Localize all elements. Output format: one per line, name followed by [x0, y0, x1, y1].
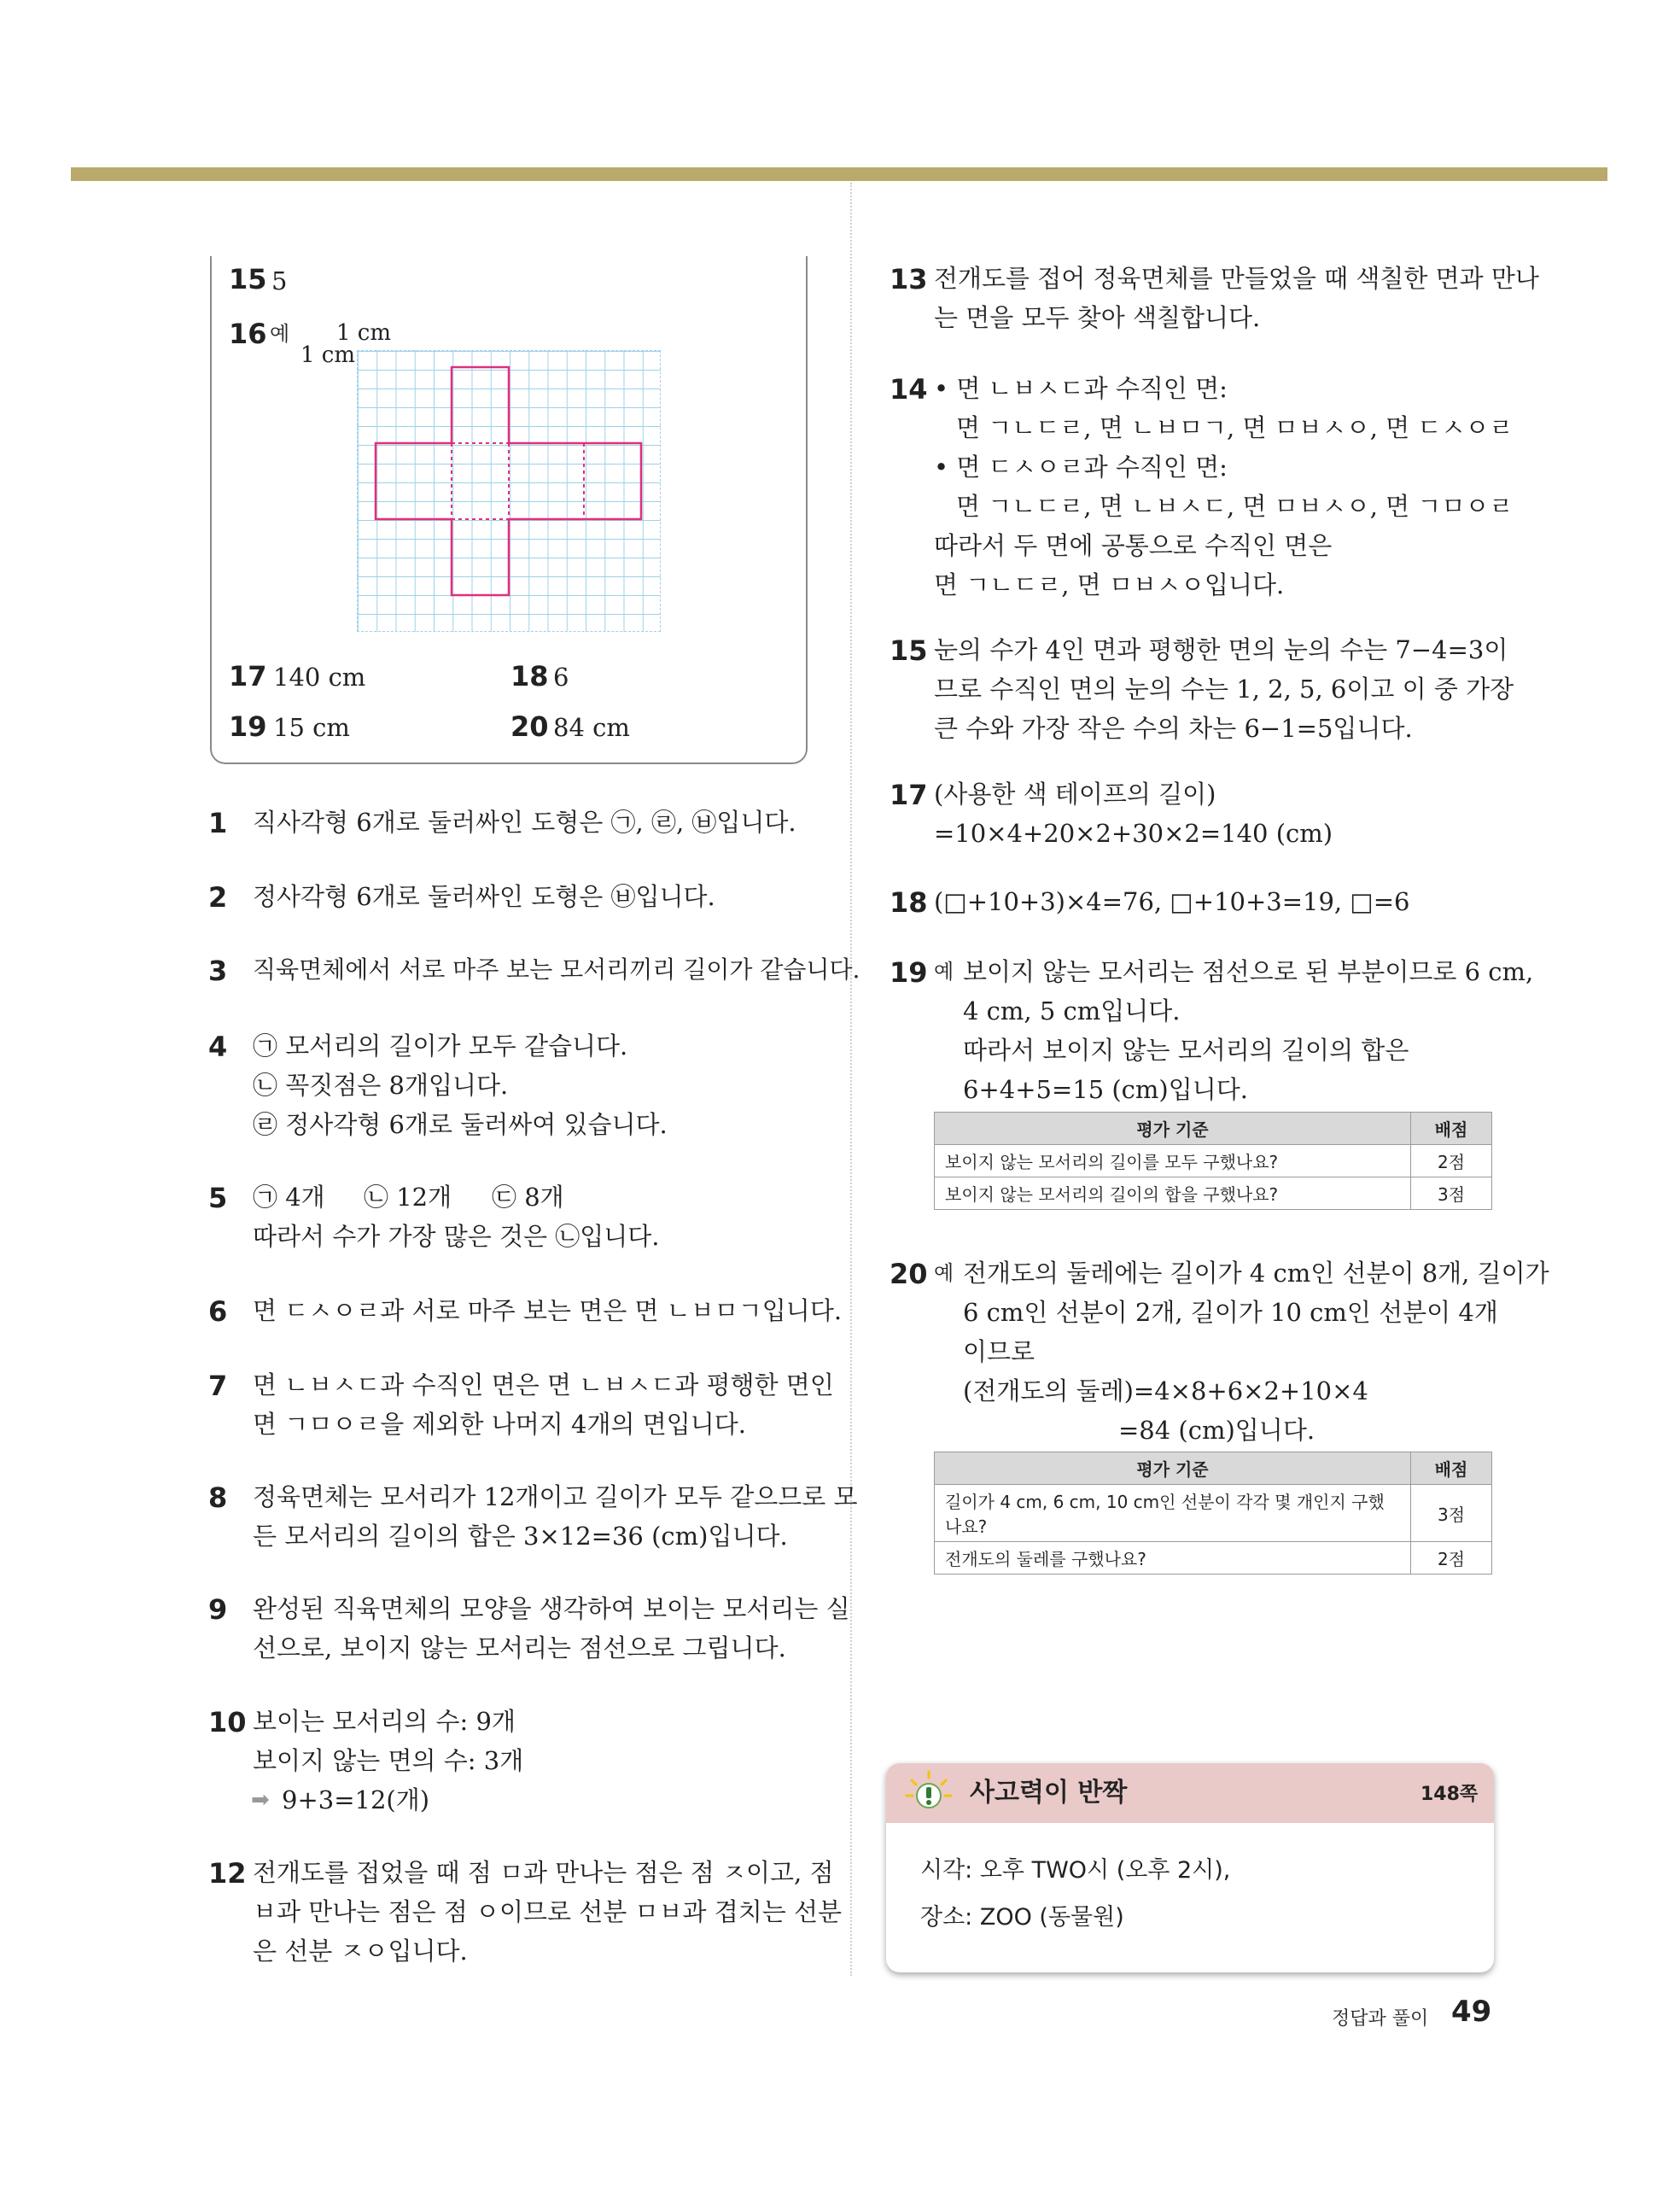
- table-cell-text: 나요?: [945, 1516, 988, 1537]
- item-14-line6: 면 ㄱㄴㄷㄹ, 면 ㅁㅂㅅㅇ입니다.: [934, 570, 1285, 599]
- item-3-number: 3: [208, 955, 228, 987]
- item-14-number: 14: [890, 373, 928, 406]
- net-outline: [376, 367, 641, 595]
- answer-20-number: 20: [510, 710, 549, 743]
- item-6-text: 면 ㄷㅅㅇㄹ과 서로 마주 보는 면은 면 ㄴㅂㅁㄱ입니다.: [253, 1296, 843, 1325]
- item-13-line1: 전개도를 접어 정육면체를 만들었을 때 색칠한 면과 만나: [934, 264, 1539, 293]
- table-cell: 2점: [1411, 1542, 1492, 1575]
- item-9-number: 9: [208, 1593, 228, 1626]
- item-18-number: 18: [890, 886, 928, 919]
- item-7-line2: 면 ㄱㅁㅇㄹ을 제외한 나머지 4개의 면입니다.: [253, 1410, 747, 1439]
- thinking-box: [886, 1763, 1494, 1972]
- table-cell: 보이지 않는 모서리의 길이를 모두 구했나요?: [935, 1145, 1411, 1177]
- table-cell: 3점: [1411, 1177, 1492, 1210]
- item-2-number: 2: [208, 881, 228, 914]
- answer-20-value: 84 cm: [553, 713, 630, 742]
- item-4-line3: ㉣ 정사각형 6개로 둘러싸여 있습니다.: [253, 1110, 668, 1139]
- item-19-line3: 따라서 보이지 않는 모서리의 길이의 합은: [963, 1036, 1409, 1065]
- item-13-number: 13: [890, 263, 928, 295]
- item-4-line1: ㉠ 모서리의 길이가 모두 같습니다.: [253, 1031, 628, 1060]
- item-14-line1: • 면 ㄴㅂㅅㄷ과 수직인 면:: [934, 374, 1228, 403]
- table-header-criteria: 평가 기준: [935, 1113, 1411, 1145]
- answer-17-number: 17: [229, 660, 267, 692]
- item-20-line1: 전개도의 둘레에는 길이가 4 cm인 선분이 8개, 길이가: [963, 1259, 1549, 1288]
- item-10-line2: 보이지 않는 면의 수: 3개: [253, 1746, 524, 1775]
- table-header-score: 배점: [1411, 1113, 1492, 1145]
- table-header-score: 배점: [1411, 1452, 1492, 1485]
- item-15-number: 15: [890, 634, 928, 667]
- item-12-line3: 은 선분 ㅈㅇ입니다.: [253, 1937, 468, 1966]
- answer-15-value: 5: [271, 266, 288, 295]
- answer-18-value: 6: [553, 663, 569, 692]
- item-1-text: 직사각형 6개로 둘러싸인 도형은 ㉠, ㉣, ㉥입니다.: [253, 808, 796, 837]
- grid-label-vertical: 1 cm: [300, 342, 356, 368]
- answer-18-number: 18: [510, 660, 549, 692]
- lightbulb-icon: [905, 1770, 953, 1818]
- item-17-line1: (사용한 색 테이프의 길이): [934, 780, 1216, 809]
- table-header-criteria: 평가 기준: [935, 1452, 1411, 1485]
- top-accent-bar: [71, 167, 1607, 181]
- answer-19-number: 19: [229, 710, 267, 743]
- item-12-line1: 전개도를 접었을 때 점 ㅁ과 만나는 점은 점 ㅈ이고, 점: [253, 1858, 834, 1887]
- item-10-line3: 9+3=12(개): [282, 1785, 430, 1814]
- thinking-box-page-ref: 148쪽: [1420, 1784, 1479, 1805]
- item-5-count-b: ㉡ 12개: [364, 1183, 452, 1212]
- item-8-number: 8: [208, 1481, 228, 1514]
- item-15-line2: 므로 수직인 면의 눈의 수는 1, 2, 5, 6이고 이 중 가장: [934, 675, 1514, 704]
- item-5-count-c: ㉢ 8개: [492, 1183, 564, 1212]
- grid-label-horizontal: 1 cm: [336, 320, 392, 346]
- footer-label: 정답과 풀이: [1332, 2008, 1429, 2030]
- table-cell: 보이지 않는 모서리의 길이의 합을 구했나요?: [935, 1177, 1411, 1210]
- item-20-number: 20: [890, 1258, 928, 1290]
- grading-table-20: [934, 1452, 1492, 1575]
- cube-net-drawing: [357, 350, 661, 632]
- item-15-line1: 눈의 수가 4인 면과 평행한 면의 눈의 수는 7−4=3이: [934, 635, 1508, 664]
- item-17-number: 17: [890, 779, 928, 811]
- thinking-box-line1: 시각: 오후 TWO시 (오후 2시),: [920, 1857, 1231, 1884]
- item-2-text: 정사각형 6개로 둘러싸인 도형은 ㉥입니다.: [253, 882, 715, 911]
- item-20-line4: (전개도의 둘레)=4×8+6×2+10×4: [963, 1376, 1368, 1405]
- item-19-line4: 6+4+5=15 (cm)입니다.: [963, 1075, 1248, 1104]
- item-18-line1: (□+10+3)×4=76, □+10+3=19, □=6: [934, 887, 1410, 916]
- item-13-line2: 는 면을 모두 찾아 색칠합니다.: [934, 303, 1261, 332]
- table-cell: 2점: [1411, 1145, 1492, 1177]
- item-10-number: 10: [208, 1706, 247, 1738]
- item-10-line1: 보이는 모서리의 수: 9개: [253, 1707, 516, 1736]
- item-20-line5: =84 (cm)입니다.: [1118, 1416, 1315, 1445]
- item-20-prefix: 예: [934, 1261, 954, 1285]
- answer-19-value: 15 cm: [273, 713, 350, 742]
- item-4-line2: ㉡ 꼭짓점은 8개입니다.: [253, 1071, 509, 1100]
- item-5-count-a: ㉠ 4개: [253, 1183, 325, 1212]
- item-20-line2: 6 cm인 선분이 2개, 길이가 10 cm인 선분이 4개: [963, 1298, 1498, 1327]
- answer-16-prefix: 예: [270, 322, 290, 346]
- item-12-number: 12: [208, 1857, 247, 1890]
- arrow-icon: ➡: [251, 1787, 270, 1813]
- item-9-line1: 완성된 직육면체의 모양을 생각하여 보이는 모서리는 실: [253, 1594, 850, 1623]
- item-5-line2: 따라서 수가 가장 많은 것은 ㉡입니다.: [253, 1222, 660, 1251]
- item-1-number: 1: [208, 807, 228, 839]
- item-14-line5: 따라서 두 면에 공통으로 수직인 면은: [934, 531, 1333, 560]
- grading-table-19: [934, 1112, 1492, 1210]
- page-number: 49: [1451, 1995, 1492, 2029]
- table-cell: 3점: [1411, 1485, 1492, 1542]
- item-3-text: 직육면체에서 서로 마주 보는 모서리끼리 길이가 같습니다.: [253, 955, 860, 984]
- table-cell: 전개도의 둘레를 구했나요?: [935, 1542, 1411, 1575]
- table-cell: [935, 1485, 1411, 1542]
- item-12-line2: ㅂ과 만나는 점은 점 ㅇ이므로 선분 ㅁㅂ과 겹치는 선분: [253, 1897, 843, 1926]
- item-7-line1: 면 ㄴㅂㅅㄷ과 수직인 면은 면 ㄴㅂㅅㄷ과 평행한 면인: [253, 1370, 834, 1399]
- answer-16-number: 16: [229, 318, 267, 350]
- column-divider: [850, 183, 852, 1976]
- answer-17-value: 140 cm: [273, 663, 366, 692]
- thinking-box-title: 사고력이 반짝: [970, 1778, 1128, 1808]
- item-5-number: 5: [208, 1182, 228, 1214]
- answer-15-number: 15: [229, 263, 267, 295]
- item-8-line1: 정육면체는 모서리가 12개이고 길이가 모두 같으므로 모: [253, 1482, 858, 1511]
- item-20-line3: 이므로: [963, 1337, 1035, 1366]
- item-14-line4: 면 ㄱㄴㄷㄹ, 면 ㄴㅂㅅㄷ, 면 ㅁㅂㅅㅇ, 면 ㄱㅁㅇㄹ: [956, 492, 1514, 521]
- table-cell-text: 길이가 4 cm, 6 cm, 10 cm인 선분이 각각 몇 개인지 구했: [945, 1492, 1385, 1512]
- item-19-line1: 보이지 않는 모서리는 점선으로 된 부분이므로 6 cm,: [963, 957, 1534, 986]
- thinking-box-line2: 장소: ZOO (동물원): [920, 1904, 1124, 1931]
- item-8-line2: 든 모서리의 길이의 합은 3×12=36 (cm)입니다.: [253, 1522, 788, 1551]
- item-4-number: 4: [208, 1031, 228, 1063]
- item-6-number: 6: [208, 1295, 228, 1328]
- item-9-line2: 선으로, 보이지 않는 모서리는 점선으로 그립니다.: [253, 1633, 786, 1662]
- item-15-line3: 큰 수와 가장 작은 수의 차는 6−1=5입니다.: [934, 714, 1413, 743]
- item-14-line3: • 면 ㄷㅅㅇㄹ과 수직인 면:: [934, 453, 1228, 482]
- item-19-number: 19: [890, 956, 928, 989]
- item-14-line2: 면 ㄱㄴㄷㄹ, 면 ㄴㅂㅁㄱ, 면 ㅁㅂㅅㅇ, 면 ㄷㅅㅇㄹ: [956, 413, 1514, 442]
- item-19-prefix: 예: [934, 960, 954, 984]
- item-7-number: 7: [208, 1370, 228, 1402]
- item-19-line2: 4 cm, 5 cm입니다.: [963, 996, 1181, 1025]
- item-17-line2: =10×4+20×2+30×2=140 (cm): [934, 819, 1333, 848]
